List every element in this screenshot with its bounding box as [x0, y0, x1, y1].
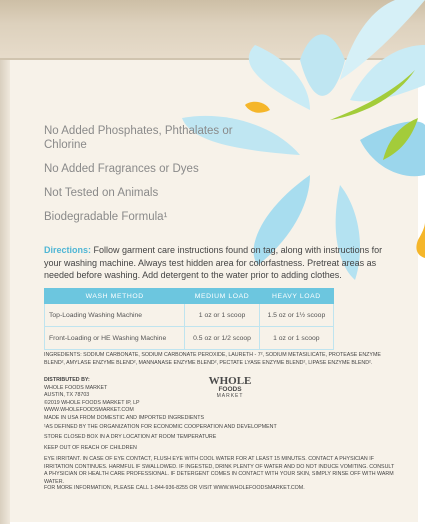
petal-top [300, 34, 345, 95]
header-medium-load: MEDIUM LOAD [185, 289, 259, 304]
row-medium: 0.5 oz or 1/2 scoop [185, 327, 259, 350]
row-method: Front-Loading or HE Washing Machine [45, 327, 185, 350]
petal-upper-left [249, 45, 310, 110]
product-claims [44, 124, 274, 234]
distributor [44, 377, 174, 415]
wash-table [44, 288, 334, 350]
table-row [45, 304, 334, 327]
row-medium: 1 oz or 1 scoop [185, 304, 259, 327]
made-in-usa: MADE IN USA FROM DOMESTIC AND IMPORTED INGREDIENTS [44, 415, 205, 421]
claim-no-fragrances: No Added Fragrances or Dyes [44, 163, 199, 175]
directions-label: Directions: [44, 245, 92, 255]
whole-foods-logo [200, 375, 260, 401]
keep-out-of-reach: KEEP OUT OF REACH OF CHILDREN [44, 445, 137, 451]
distributor-line: WHOLE FOODS MARKET [44, 384, 108, 391]
oecd-footnote: ¹AS DEFINED BY THE ORGANIZATION FOR ECONOMIC COOPERATION AND DEVELOPMENT [44, 424, 277, 430]
claim-not-tested: Not Tested on Animals [44, 187, 159, 199]
distributor-line: AUSTIN, TX 78703 [44, 392, 90, 398]
header-heavy-load: HEAVY LOAD [259, 289, 333, 304]
orange-petal-2 [416, 222, 425, 258]
logo-line-2: FOODS [218, 385, 242, 393]
logo-line-3: MARKET [216, 393, 244, 399]
flower-center [304, 114, 356, 166]
ingredients: INGREDIENTS: SODIUM CARBONATE, SODIUM CARBONATE PEROXIDE, LAURETH - 7², SODIUM METASILICATE, PROTEASE ENZYME BLEND², AMYLASE ENZYME BLEND², MANNANASE ENZYME BLEND², PECTATE LYASE ENZYME BLEND², LIPASE ENZYME BLEND². [44, 352, 381, 366]
row-heavy: 1.5 oz or 1½ scoop [259, 304, 333, 327]
directions [44, 244, 394, 282]
wash-table-header [45, 289, 334, 304]
logo-line-1: WHOLE [208, 375, 252, 387]
orange-petal [245, 102, 270, 113]
distributor-line: WWW.WHOLEFOODSMARKET.COM [44, 407, 134, 413]
row-method: Top-Loading Washing Machine [45, 304, 185, 327]
claim-no-phosphates: No Added Phosphates, Phthalates or Chlorine [44, 125, 233, 151]
distributor-label: DISTRIBUTED BY: [44, 377, 90, 383]
distributor-line: ©2019 WHOLE FOODS MARKET IP, LP [44, 399, 140, 406]
table-row [45, 327, 334, 350]
safety-warning: EYE IRRITANT. IN CASE OF EYE CONTACT, FLUSH EYE WITH COOL WATER FOR AT LEAST 15 MINUTES. CONTACT A PHYSICIAN IF IRRITATION CONTINUES. HARMFUL IF SWALLOWED. IF INGESTED, DRINK PLENTY OF WATER AND DO NOT INDUCE VOMITING. CONSULT A PHYSICIAN OR HEALTH CARE PROFESSIONAL. IF DETERGENT COMES IN CONTACT WITH YOUR SKIN, SIMPLY RINSE OFF WITH WARM WATER. [44, 456, 395, 485]
storage-note: STORE CLOSED BOX IN A DRY LOCATION AT ROOM TEMPERATURE [44, 434, 217, 440]
directions-text: Follow garment care instructions found on tag, along with instructions for your washing machine. Always test hidden area for colorfastness. Pretreat areas as needed before washing. Add detergent to the water prior to adding clothes. [44, 245, 383, 280]
more-info: FOR MORE INFORMATION, PLEASE CALL 1-844-936-8255 OR VISIT WWW.WHOLEFOODSMARKET.COM. [44, 485, 305, 491]
row-heavy: 1 oz or 1 scoop [259, 327, 333, 350]
claim-biodegradable: Biodegradable Formula¹ [44, 211, 168, 223]
header-wash-method: WASH METHOD [45, 289, 185, 304]
